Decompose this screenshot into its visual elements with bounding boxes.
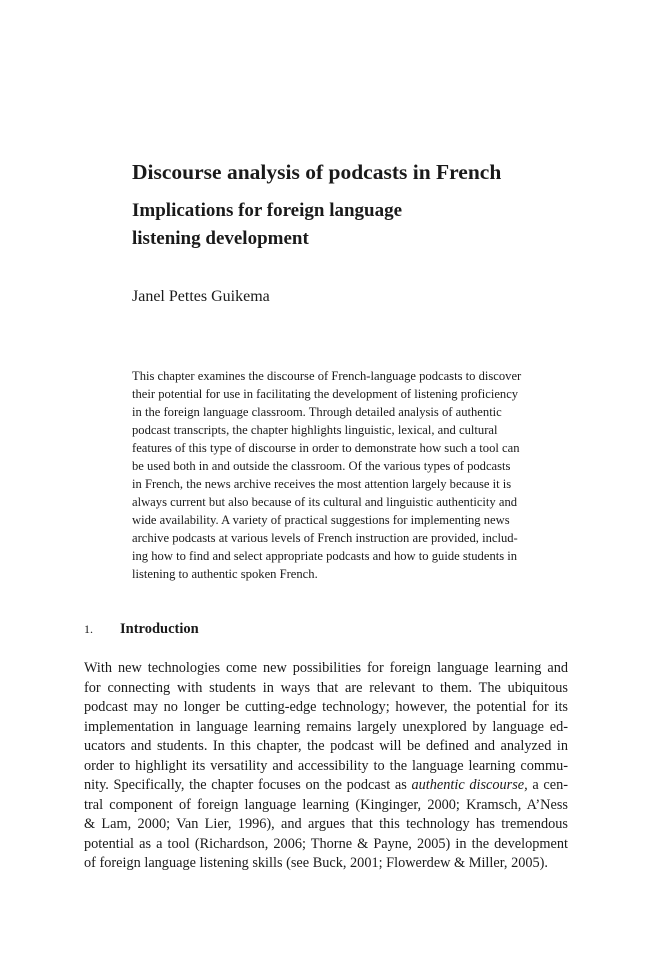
abstract-line: in the foreign language classroom. Through detailed analysis of authentic bbox=[132, 405, 502, 419]
body-line: for connecting with students in ways that are relevant to them. The ubiquitous bbox=[84, 679, 568, 696]
body-line bbox=[84, 776, 568, 796]
abstract bbox=[132, 367, 562, 583]
body-line: implementation in language learning remains largely unexplored by language ed- bbox=[84, 718, 568, 735]
body-line: podcast may no longer be cutting-edge technology; however, the potential for its bbox=[84, 699, 568, 715]
section-number: 1. bbox=[84, 622, 93, 636]
body-text: nity. Specifically, the chapter focuses on the podcast as bbox=[84, 777, 412, 793]
body-line: potential as a tool (Richardson, 2006; Thorne & Payne, 2005) in the development bbox=[84, 835, 568, 852]
body-paragraph bbox=[84, 659, 568, 874]
body-line: of foreign language listening skills (see Buck, 2001; Flowerdew & Miller, 2005). bbox=[84, 855, 548, 871]
body-line: With new technologies come new possibilities for foreign language learning and bbox=[84, 660, 568, 676]
abstract-line: listening to authentic spoken French. bbox=[132, 567, 318, 581]
author-name: Janel Pettes Guikema bbox=[132, 288, 270, 305]
body-line: ucators and students. In this chapter, the podcast will be defined and analyzed in bbox=[84, 738, 568, 754]
body-line: & Lam, 2000; Van Lier, 1996), and argues that this technology has tremendous bbox=[84, 816, 568, 832]
abstract-line: their potential for use in facilitating the development of listening proficiency bbox=[132, 387, 519, 401]
chapter-title: Discourse analysis of podcasts in French bbox=[132, 160, 502, 184]
chapter-subtitle bbox=[132, 197, 402, 253]
abstract-line: always current but also because of its cultural and linguistic authenticity and bbox=[132, 495, 518, 509]
subtitle-line: listening development bbox=[132, 228, 309, 249]
abstract-line: be used both in and outside the classroom. Of the various types of podcasts bbox=[132, 459, 511, 473]
abstract-line: podcast transcripts, the chapter highlights linguistic, lexical, and cultural bbox=[132, 423, 498, 437]
abstract-line: archive podcasts at various levels of French instruction are provided, includ- bbox=[132, 531, 518, 545]
section-title: Introduction bbox=[120, 621, 199, 637]
abstract-line: features of this type of discourse in order to demonstrate how such a tool can bbox=[132, 441, 520, 455]
body-line: order to highlight its versatility and accessibility to the language learning commu- bbox=[84, 757, 568, 774]
body-line: tral component of foreign language learning (Kinginger, 2000; Kramsch, A’Ness bbox=[84, 796, 568, 813]
subtitle-line: Implications for foreign language bbox=[132, 200, 403, 221]
abstract-line: in French, the news archive receives the most attention largely because it is bbox=[132, 477, 512, 491]
abstract-line: wide availability. A variety of practical suggestions for implementing news bbox=[132, 513, 510, 527]
abstract-line: This chapter examines the discourse of French-language podcasts to discover bbox=[132, 369, 522, 383]
body-text: a cen- bbox=[527, 777, 568, 793]
section-heading bbox=[84, 621, 199, 638]
emphasis-term: authentic discourse, bbox=[411, 777, 528, 793]
abstract-line: ing how to find and select appropriate podcasts and how to guide students in bbox=[132, 549, 518, 563]
